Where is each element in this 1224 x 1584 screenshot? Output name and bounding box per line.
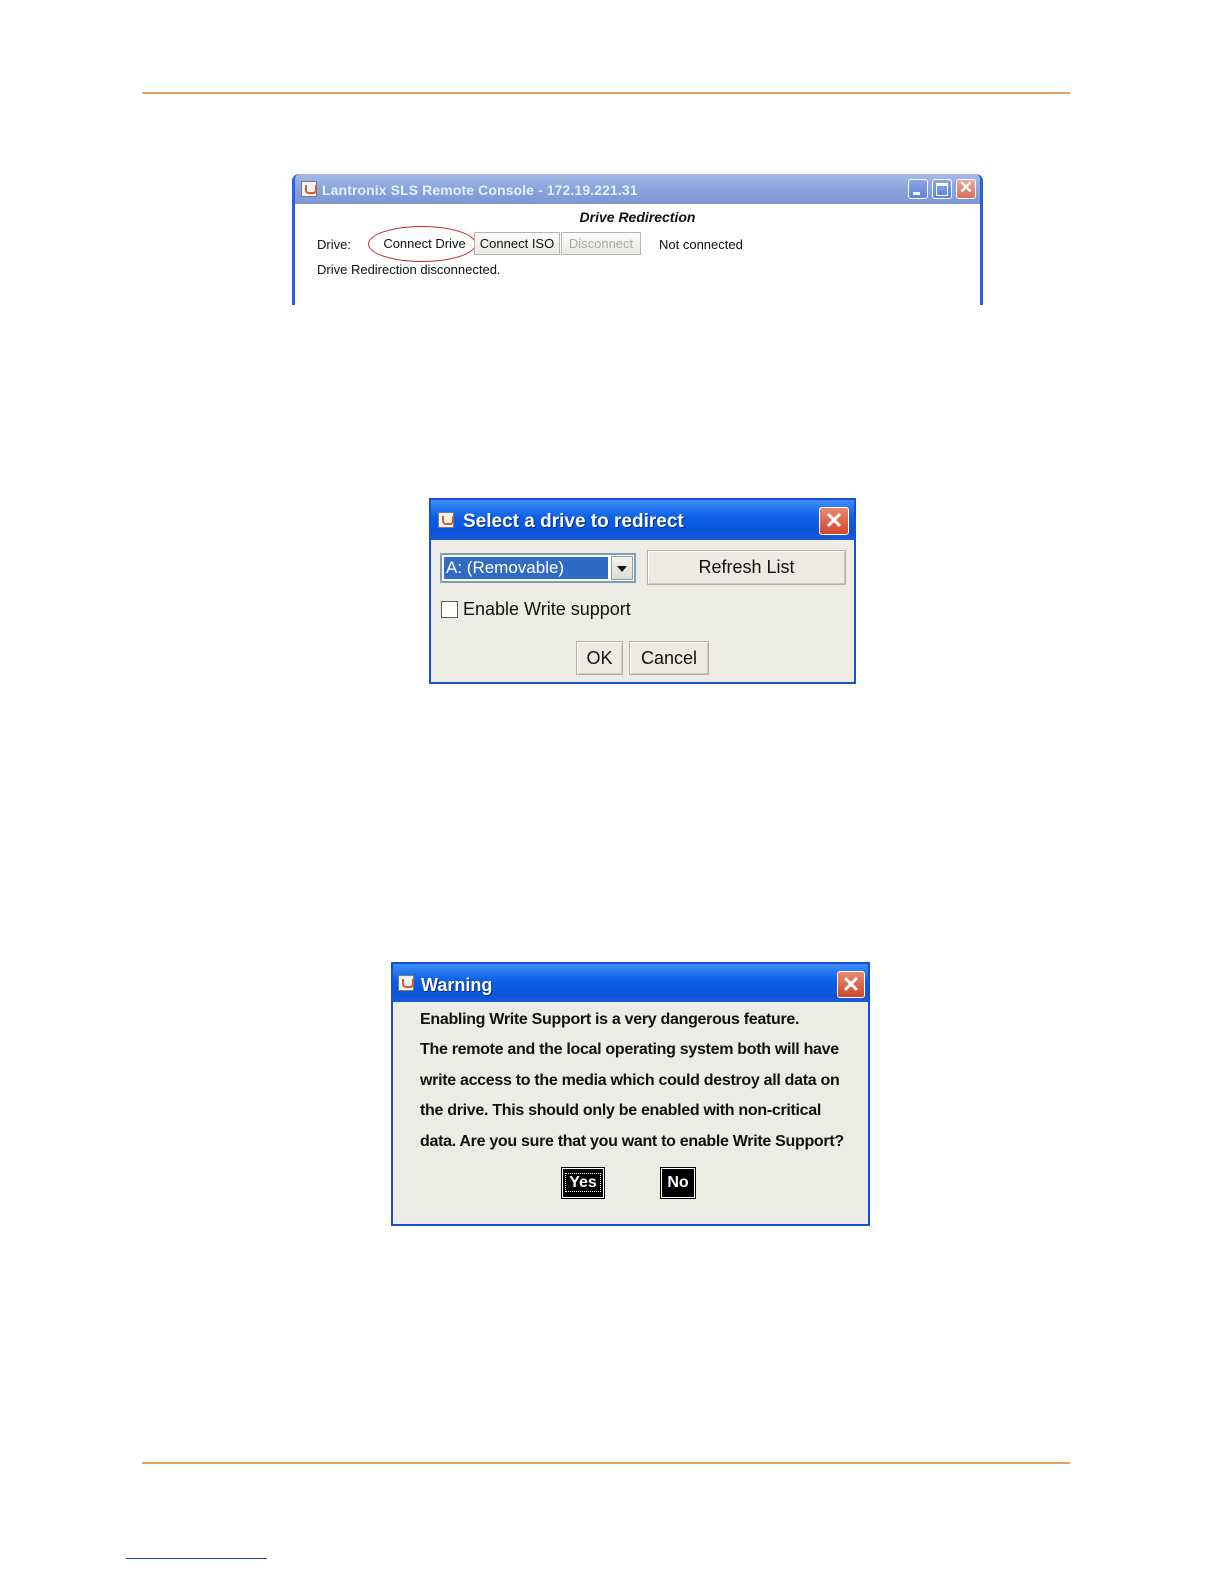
console-titlebar[interactable] <box>295 174 980 204</box>
drive-select-value: A: (Removable) <box>444 557 608 579</box>
drive-label: Drive: <box>317 237 351 252</box>
java-cup-icon <box>398 975 414 991</box>
header-rule <box>142 92 1070 94</box>
connect-drive-button[interactable]: Connect Drive <box>383 236 466 251</box>
close-icon[interactable]: ✕ <box>837 971 865 998</box>
chevron-down-icon[interactable] <box>611 556 633 580</box>
ok-button[interactable]: OK <box>576 641 623 675</box>
yes-label: Yes <box>566 1174 600 1191</box>
close-icon[interactable]: ✕ <box>956 179 976 199</box>
java-cup-icon <box>301 181 317 197</box>
footer-rule <box>142 1462 1070 1464</box>
maximize-icon[interactable] <box>932 179 952 199</box>
java-cup-icon <box>438 512 454 528</box>
warning-dialog <box>391 962 870 1226</box>
warning-line: The remote and the local operating system both will have <box>420 1041 839 1059</box>
console-window <box>292 174 983 305</box>
yes-button[interactable] <box>562 1168 604 1198</box>
select-drive-dialog <box>429 498 856 684</box>
select-drive-title: Select a drive to redirect <box>463 511 684 532</box>
warning-line: write access to the media which could destroy all data on <box>420 1071 840 1089</box>
highlight-oval <box>368 226 476 262</box>
connection-status: Not connected <box>659 237 743 252</box>
warning-line: the drive. This should only be enabled with non-critical <box>420 1102 822 1120</box>
connect-iso-button[interactable]: Connect ISO <box>474 232 560 255</box>
warning-line: Enabling Write Support is a very dangerous feature. <box>420 1011 800 1028</box>
close-icon[interactable]: ✕ <box>819 507 849 535</box>
refresh-list-button[interactable]: Refresh List <box>647 550 846 585</box>
select-drive-titlebar[interactable] <box>431 500 854 540</box>
write-support-label: Enable Write support <box>463 599 631 619</box>
minimize-icon[interactable] <box>908 179 928 199</box>
warning-titlebar[interactable] <box>393 964 868 1002</box>
disconnect-button: Disconnect <box>561 232 641 255</box>
warning-message <box>420 1005 860 1157</box>
write-support-checkbox[interactable] <box>441 601 458 618</box>
warning-line: data. Are you sure that you want to enable Write Support? <box>420 1132 844 1150</box>
console-title: Lantronix SLS Remote Console - 172.19.221.31 <box>322 182 638 198</box>
footer-link-underline <box>126 1558 267 1559</box>
no-button[interactable]: No <box>661 1168 695 1198</box>
cancel-button[interactable]: Cancel <box>629 641 709 675</box>
status-message: Drive Redirection disconnected. <box>317 262 501 277</box>
warning-title: Warning <box>421 975 493 995</box>
drive-redirection-heading: Drive Redirection <box>579 209 696 225</box>
drive-select[interactable] <box>440 553 636 583</box>
